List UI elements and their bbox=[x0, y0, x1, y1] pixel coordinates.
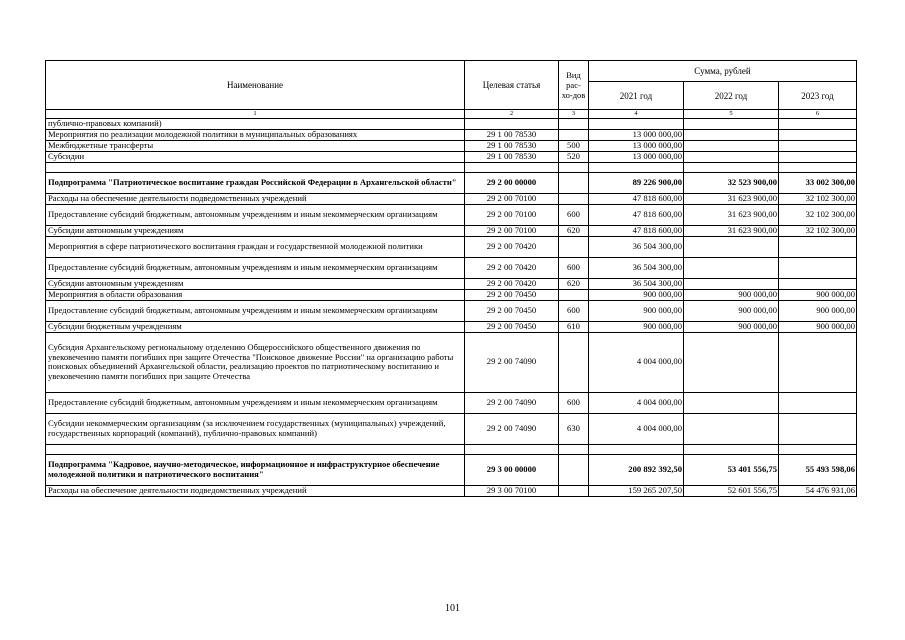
row-target-code: 29 1 00 78530 bbox=[465, 151, 559, 162]
empty-cell bbox=[46, 444, 465, 454]
table-row bbox=[46, 454, 857, 485]
header-kind: Вид рас-хо-дов bbox=[559, 61, 589, 110]
row-name: Подпрограмма "Патриотическое воспитание граждан Российской Федерации в Архангельской области" bbox=[46, 172, 465, 193]
row-expense-kind bbox=[559, 289, 589, 300]
row-expense-kind bbox=[559, 129, 589, 140]
row-sum-2022 bbox=[684, 129, 779, 140]
empty-cell bbox=[684, 444, 779, 454]
row-target-code: 29 2 00 70420 bbox=[465, 278, 559, 289]
row-sum-2022: 900 000,00 bbox=[684, 300, 779, 321]
row-expense-kind: 600 bbox=[559, 392, 589, 413]
table-row bbox=[46, 289, 857, 300]
row-expense-kind: 500 bbox=[559, 140, 589, 151]
row-target-code: 29 1 00 78530 bbox=[465, 140, 559, 151]
header-target: Целевая статья bbox=[465, 61, 559, 110]
empty-cell bbox=[465, 444, 559, 454]
row-expense-kind bbox=[559, 485, 589, 496]
table-row bbox=[46, 129, 857, 140]
row-expense-kind bbox=[559, 236, 589, 257]
header-2021: 2021 год bbox=[589, 82, 684, 110]
row-sum-2023: 32 102 300,00 bbox=[779, 225, 857, 236]
row-expense-kind: 620 bbox=[559, 278, 589, 289]
empty-cell bbox=[465, 162, 559, 172]
header-row bbox=[46, 61, 857, 82]
table-row bbox=[46, 236, 857, 257]
row-sum-2021: 4 004 000,00 bbox=[589, 392, 684, 413]
row-sum-2022: 52 601 556,75 bbox=[684, 485, 779, 496]
row-sum-2022 bbox=[684, 278, 779, 289]
spacer-row bbox=[46, 162, 857, 172]
row-expense-kind: 520 bbox=[559, 151, 589, 162]
row-sum-2021: 13 000 000,00 bbox=[589, 129, 684, 140]
row-target-code: 29 3 00 70100 bbox=[465, 485, 559, 496]
table-row bbox=[46, 278, 857, 289]
row-sum-2023 bbox=[779, 278, 857, 289]
row-name: Мероприятия по реализации молодежной политики в муниципальных образованиях bbox=[46, 129, 465, 140]
row-sum-2021: 13 000 000,00 bbox=[589, 140, 684, 151]
table-row bbox=[46, 204, 857, 225]
row-sum-2021: 13 000 000,00 bbox=[589, 151, 684, 162]
row-sum-2021: 200 892 392,50 bbox=[589, 454, 684, 485]
table-row bbox=[46, 413, 857, 444]
table-row bbox=[46, 257, 857, 278]
row-name: Предоставление субсидий бюджетным, автономным учреждениям и иным некоммерческим организациям bbox=[46, 392, 465, 413]
row-target-code: 29 2 00 70450 bbox=[465, 300, 559, 321]
row-sum-2023: 900 000,00 bbox=[779, 321, 857, 332]
row-sum-2023 bbox=[779, 151, 857, 162]
row-sum-2021: 159 265 207,50 bbox=[589, 485, 684, 496]
row-name: Подпрограмма "Кадровое, научно-методическое, информационное и инфраструктурное обеспечение молодежной политики и патриотического воспитания" bbox=[46, 454, 465, 485]
row-expense-kind bbox=[559, 172, 589, 193]
row-sum-2021: 4 004 000,00 bbox=[589, 413, 684, 444]
header-2022: 2022 год bbox=[684, 82, 779, 110]
colnum-1: 1 bbox=[46, 110, 465, 119]
row-expense-kind: 600 bbox=[559, 257, 589, 278]
row-target-code bbox=[465, 119, 559, 130]
row-name: Расходы на обеспечение деятельности подведомственных учреждений bbox=[46, 485, 465, 496]
empty-cell bbox=[559, 444, 589, 454]
row-target-code: 29 2 00 70420 bbox=[465, 236, 559, 257]
row-target-code: 29 2 00 70100 bbox=[465, 193, 559, 204]
column-number-row bbox=[46, 110, 857, 119]
row-target-code: 29 3 00 00000 bbox=[465, 454, 559, 485]
colnum-6: 6 bbox=[779, 110, 857, 119]
row-sum-2022: 53 401 556,75 bbox=[684, 454, 779, 485]
row-name: Субсидии некоммерческим организациям (за исключением государственных (муниципальных) учреждений, государственных корпораций (компаний), публично-правовых компаний) bbox=[46, 413, 465, 444]
table-row bbox=[46, 225, 857, 236]
colnum-2: 2 bbox=[465, 110, 559, 119]
empty-cell bbox=[589, 162, 684, 172]
row-name: Субсидия Архангельскому региональному отделению Общероссийского общественного движения по увековечению памяти погибших при защите Отечества "Поисковое движение России" на организацию работы поисковых объединений Архангельской области, реализацию проектов по патриотическому воспитанию и увековечению памяти погибших при защите Отечества bbox=[46, 332, 465, 392]
empty-cell bbox=[589, 444, 684, 454]
row-target-code: 29 1 00 78530 bbox=[465, 129, 559, 140]
row-sum-2022: 31 623 900,00 bbox=[684, 193, 779, 204]
row-sum-2021: 47 818 600,00 bbox=[589, 193, 684, 204]
header-sum: Сумма, рублей bbox=[589, 61, 857, 82]
row-sum-2023: 33 002 300,00 bbox=[779, 172, 857, 193]
row-sum-2021: 36 504 300,00 bbox=[589, 278, 684, 289]
row-sum-2023 bbox=[779, 119, 857, 130]
row-sum-2022: 900 000,00 bbox=[684, 321, 779, 332]
table-row bbox=[46, 193, 857, 204]
row-sum-2023: 32 102 300,00 bbox=[779, 204, 857, 225]
colnum-3: 3 bbox=[559, 110, 589, 119]
row-sum-2021: 900 000,00 bbox=[589, 289, 684, 300]
header-name: Наименование bbox=[46, 61, 465, 110]
table-row bbox=[46, 300, 857, 321]
row-target-code: 29 2 00 70450 bbox=[465, 321, 559, 332]
table-row bbox=[46, 119, 857, 130]
row-name: Предоставление субсидий бюджетным, автономным учреждениям и иным некоммерческим организациям bbox=[46, 257, 465, 278]
row-name: публично-правовых компаний) bbox=[46, 119, 465, 130]
row-name: Расходы на обеспечение деятельности подведомственных учреждений bbox=[46, 193, 465, 204]
row-sum-2023 bbox=[779, 140, 857, 151]
row-target-code: 29 2 00 74090 bbox=[465, 413, 559, 444]
table-row bbox=[46, 321, 857, 332]
row-sum-2021: 89 226 900,00 bbox=[589, 172, 684, 193]
table-row bbox=[46, 151, 857, 162]
row-target-code: 29 2 00 00000 bbox=[465, 172, 559, 193]
row-sum-2022 bbox=[684, 332, 779, 392]
empty-cell bbox=[559, 162, 589, 172]
row-target-code: 29 2 00 70100 bbox=[465, 225, 559, 236]
row-sum-2021: 36 504 300,00 bbox=[589, 257, 684, 278]
table-row bbox=[46, 392, 857, 413]
row-sum-2022: 31 623 900,00 bbox=[684, 204, 779, 225]
row-name: Субсидии автономным учреждениям bbox=[46, 225, 465, 236]
row-expense-kind: 600 bbox=[559, 300, 589, 321]
row-sum-2023: 55 493 598,06 bbox=[779, 454, 857, 485]
table-row bbox=[46, 332, 857, 392]
row-name: Предоставление субсидий бюджетным, автономным учреждениям и иным некоммерческим организациям bbox=[46, 204, 465, 225]
colnum-4: 4 bbox=[589, 110, 684, 119]
row-sum-2021 bbox=[589, 119, 684, 130]
empty-cell bbox=[684, 162, 779, 172]
spacer-row bbox=[46, 444, 857, 454]
header-2023: 2023 год bbox=[779, 82, 857, 110]
row-expense-kind bbox=[559, 332, 589, 392]
row-name: Предоставление субсидий бюджетным, автономным учреждениям и иным некоммерческим организациям bbox=[46, 300, 465, 321]
row-name: Субсидии бюджетным учреждениям bbox=[46, 321, 465, 332]
row-sum-2021: 900 000,00 bbox=[589, 300, 684, 321]
row-name: Межбюджетные трансферты bbox=[46, 140, 465, 151]
row-sum-2023 bbox=[779, 236, 857, 257]
row-sum-2022: 900 000,00 bbox=[684, 289, 779, 300]
page-number: 101 bbox=[445, 603, 460, 614]
row-sum-2022 bbox=[684, 119, 779, 130]
empty-cell bbox=[46, 162, 465, 172]
row-sum-2021: 47 818 600,00 bbox=[589, 225, 684, 236]
table-row bbox=[46, 140, 857, 151]
row-expense-kind bbox=[559, 119, 589, 130]
row-sum-2022 bbox=[684, 236, 779, 257]
row-name: Субсидии автономным учреждениям bbox=[46, 278, 465, 289]
row-expense-kind: 610 bbox=[559, 321, 589, 332]
row-name: Мероприятия в области образования bbox=[46, 289, 465, 300]
row-sum-2023 bbox=[779, 332, 857, 392]
row-sum-2021: 47 818 600,00 bbox=[589, 204, 684, 225]
row-sum-2023: 900 000,00 bbox=[779, 300, 857, 321]
row-name: Субсидии bbox=[46, 151, 465, 162]
row-sum-2023 bbox=[779, 257, 857, 278]
table-row bbox=[46, 485, 857, 496]
row-sum-2023 bbox=[779, 413, 857, 444]
row-sum-2021: 36 504 300,00 bbox=[589, 236, 684, 257]
row-sum-2021: 900 000,00 bbox=[589, 321, 684, 332]
row-sum-2023: 32 102 300,00 bbox=[779, 193, 857, 204]
row-expense-kind bbox=[559, 193, 589, 204]
row-target-code: 29 2 00 70450 bbox=[465, 289, 559, 300]
row-sum-2022: 31 623 900,00 bbox=[684, 225, 779, 236]
row-target-code: 29 2 00 74090 bbox=[465, 332, 559, 392]
row-expense-kind: 600 bbox=[559, 204, 589, 225]
row-sum-2023: 900 000,00 bbox=[779, 289, 857, 300]
row-target-code: 29 2 00 74090 bbox=[465, 392, 559, 413]
row-sum-2022 bbox=[684, 151, 779, 162]
row-sum-2023 bbox=[779, 392, 857, 413]
empty-cell bbox=[779, 444, 857, 454]
row-sum-2022: 32 523 900,00 bbox=[684, 172, 779, 193]
row-sum-2023: 54 476 931,06 bbox=[779, 485, 857, 496]
row-sum-2022 bbox=[684, 413, 779, 444]
empty-cell bbox=[779, 162, 857, 172]
row-target-code: 29 2 00 70420 bbox=[465, 257, 559, 278]
row-expense-kind bbox=[559, 454, 589, 485]
row-sum-2022 bbox=[684, 392, 779, 413]
row-name: Мероприятия в сфере патриотического воспитания граждан и государственной молодежной политики bbox=[46, 236, 465, 257]
row-target-code: 29 2 00 70100 bbox=[465, 204, 559, 225]
budget-table bbox=[45, 60, 857, 497]
row-sum-2021: 4 004 000,00 bbox=[589, 332, 684, 392]
colnum-5: 5 bbox=[684, 110, 779, 119]
table-row bbox=[46, 172, 857, 193]
row-sum-2023 bbox=[779, 129, 857, 140]
row-sum-2022 bbox=[684, 140, 779, 151]
row-expense-kind: 630 bbox=[559, 413, 589, 444]
row-sum-2022 bbox=[684, 257, 779, 278]
row-expense-kind: 620 bbox=[559, 225, 589, 236]
